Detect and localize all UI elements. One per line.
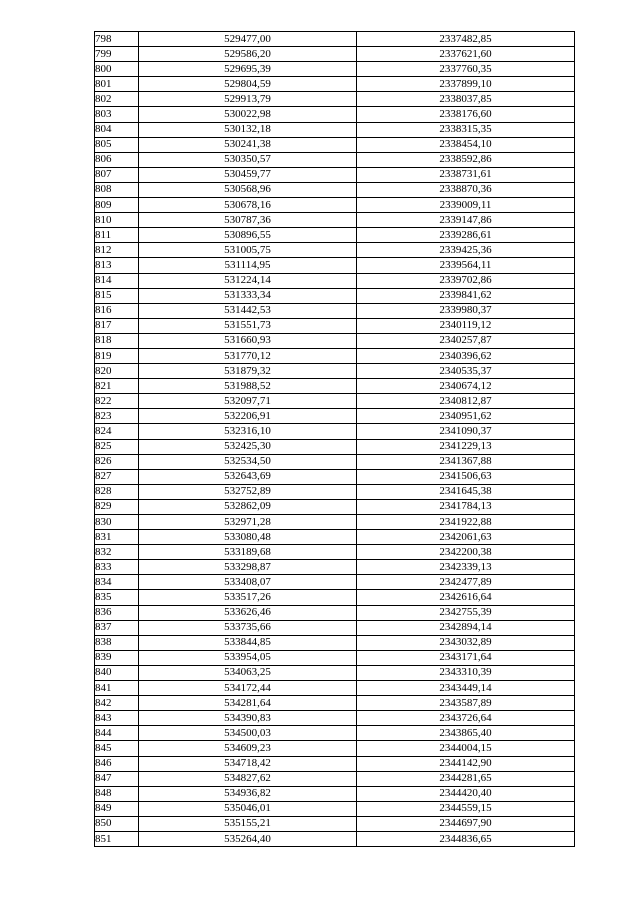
x-coordinate-cell: 530896,55 [139, 228, 357, 243]
point-number-cell: 849 [95, 801, 139, 816]
x-coordinate-cell: 533954,05 [139, 650, 357, 665]
table-row [95, 92, 575, 107]
y-coordinate-cell: 2341645,38 [357, 484, 575, 499]
x-coordinate-cell: 531442,53 [139, 303, 357, 318]
point-number-cell: 840 [95, 665, 139, 680]
y-coordinate-cell: 2343726,64 [357, 711, 575, 726]
y-coordinate-cell: 2344420,40 [357, 786, 575, 801]
y-coordinate-cell: 2341506,63 [357, 469, 575, 484]
x-coordinate-cell: 533844,85 [139, 635, 357, 650]
x-coordinate-cell: 531879,32 [139, 364, 357, 379]
point-number-cell: 806 [95, 152, 139, 167]
x-coordinate-cell: 530787,36 [139, 213, 357, 228]
point-number-cell: 814 [95, 273, 139, 288]
x-coordinate-cell: 531224,14 [139, 273, 357, 288]
table-row [95, 243, 575, 258]
x-coordinate-cell: 532971,28 [139, 515, 357, 530]
y-coordinate-cell: 2338315,35 [357, 122, 575, 137]
x-coordinate-cell: 533626,46 [139, 605, 357, 620]
x-coordinate-cell: 531114,95 [139, 258, 357, 273]
x-coordinate-cell: 531333,34 [139, 288, 357, 303]
x-coordinate-cell: 531988,52 [139, 379, 357, 394]
point-number-cell: 815 [95, 288, 139, 303]
y-coordinate-cell: 2342894,14 [357, 620, 575, 635]
point-number-cell: 834 [95, 575, 139, 590]
point-number-cell: 819 [95, 348, 139, 363]
x-coordinate-cell: 529586,20 [139, 47, 357, 62]
table-row [95, 137, 575, 152]
x-coordinate-cell: 534063,25 [139, 665, 357, 680]
y-coordinate-cell: 2338037,85 [357, 92, 575, 107]
point-number-cell: 802 [95, 92, 139, 107]
y-coordinate-cell: 2341090,37 [357, 424, 575, 439]
point-number-cell: 827 [95, 469, 139, 484]
y-coordinate-cell: 2338731,61 [357, 167, 575, 182]
x-coordinate-cell: 534718,42 [139, 756, 357, 771]
point-number-cell: 830 [95, 515, 139, 530]
table-row [95, 786, 575, 801]
point-number-cell: 841 [95, 681, 139, 696]
point-number-cell: 847 [95, 771, 139, 786]
point-number-cell: 829 [95, 499, 139, 514]
point-number-cell: 823 [95, 409, 139, 424]
table-row [95, 575, 575, 590]
table-row [95, 424, 575, 439]
x-coordinate-cell: 530678,16 [139, 198, 357, 213]
x-coordinate-cell: 532206,91 [139, 409, 357, 424]
x-coordinate-cell: 534609,23 [139, 741, 357, 756]
x-coordinate-cell: 533735,66 [139, 620, 357, 635]
point-number-cell: 801 [95, 77, 139, 92]
y-coordinate-cell: 2343032,89 [357, 635, 575, 650]
x-coordinate-cell: 532534,50 [139, 454, 357, 469]
x-coordinate-cell: 534500,03 [139, 726, 357, 741]
table-row [95, 484, 575, 499]
x-coordinate-cell: 534936,82 [139, 786, 357, 801]
y-coordinate-cell: 2340951,62 [357, 409, 575, 424]
table-row [95, 258, 575, 273]
y-coordinate-cell: 2338870,36 [357, 182, 575, 197]
point-number-cell: 828 [95, 484, 139, 499]
x-coordinate-cell: 535264,40 [139, 831, 357, 846]
table-row [95, 801, 575, 816]
y-coordinate-cell: 2339841,62 [357, 288, 575, 303]
table-row [95, 756, 575, 771]
coordinates-table [94, 31, 575, 847]
table-row [95, 560, 575, 575]
y-coordinate-cell: 2344142,90 [357, 756, 575, 771]
y-coordinate-cell: 2339009,11 [357, 198, 575, 213]
y-coordinate-cell: 2340396,62 [357, 348, 575, 363]
point-number-cell: 850 [95, 816, 139, 831]
y-coordinate-cell: 2344836,65 [357, 831, 575, 846]
point-number-cell: 838 [95, 635, 139, 650]
x-coordinate-cell: 531551,73 [139, 318, 357, 333]
x-coordinate-cell: 531660,93 [139, 333, 357, 348]
point-number-cell: 839 [95, 650, 139, 665]
point-number-cell: 799 [95, 47, 139, 62]
table-row [95, 726, 575, 741]
point-number-cell: 822 [95, 394, 139, 409]
y-coordinate-cell: 2339980,37 [357, 303, 575, 318]
y-coordinate-cell: 2339564,11 [357, 258, 575, 273]
x-coordinate-cell: 529913,79 [139, 92, 357, 107]
x-coordinate-cell: 529804,59 [139, 77, 357, 92]
point-number-cell: 848 [95, 786, 139, 801]
point-number-cell: 800 [95, 62, 139, 77]
point-number-cell: 817 [95, 318, 139, 333]
point-number-cell: 851 [95, 831, 139, 846]
x-coordinate-cell: 533408,07 [139, 575, 357, 590]
y-coordinate-cell: 2340812,87 [357, 394, 575, 409]
x-coordinate-cell: 532862,09 [139, 499, 357, 514]
table-row [95, 469, 575, 484]
table-row [95, 303, 575, 318]
x-coordinate-cell: 532643,69 [139, 469, 357, 484]
table-row [95, 122, 575, 137]
table-row [95, 711, 575, 726]
x-coordinate-cell: 530132,18 [139, 122, 357, 137]
y-coordinate-cell: 2344281,65 [357, 771, 575, 786]
point-number-cell: 826 [95, 454, 139, 469]
table-row [95, 213, 575, 228]
y-coordinate-cell: 2343587,89 [357, 696, 575, 711]
table-row [95, 696, 575, 711]
y-coordinate-cell: 2340119,12 [357, 318, 575, 333]
y-coordinate-cell: 2342616,64 [357, 590, 575, 605]
y-coordinate-cell: 2337621,60 [357, 47, 575, 62]
table-row [95, 816, 575, 831]
table-row [95, 198, 575, 213]
x-coordinate-cell: 534827,62 [139, 771, 357, 786]
y-coordinate-cell: 2341229,13 [357, 439, 575, 454]
point-number-cell: 824 [95, 424, 139, 439]
point-number-cell: 805 [95, 137, 139, 152]
y-coordinate-cell: 2337899,10 [357, 77, 575, 92]
x-coordinate-cell: 529695,39 [139, 62, 357, 77]
point-number-cell: 808 [95, 182, 139, 197]
point-number-cell: 820 [95, 364, 139, 379]
table-row [95, 530, 575, 545]
y-coordinate-cell: 2344004,15 [357, 741, 575, 756]
table-row [95, 439, 575, 454]
y-coordinate-cell: 2343449,14 [357, 681, 575, 696]
table-row [95, 409, 575, 424]
table-row [95, 620, 575, 635]
point-number-cell: 821 [95, 379, 139, 394]
y-coordinate-cell: 2339286,61 [357, 228, 575, 243]
table-row [95, 394, 575, 409]
table-row [95, 454, 575, 469]
point-number-cell: 833 [95, 560, 139, 575]
x-coordinate-cell: 534172,44 [139, 681, 357, 696]
y-coordinate-cell: 2341367,88 [357, 454, 575, 469]
point-number-cell: 846 [95, 756, 139, 771]
table-row [95, 379, 575, 394]
point-number-cell: 807 [95, 167, 139, 182]
x-coordinate-cell: 532316,10 [139, 424, 357, 439]
point-number-cell: 812 [95, 243, 139, 258]
x-coordinate-cell: 532097,71 [139, 394, 357, 409]
y-coordinate-cell: 2343865,40 [357, 726, 575, 741]
y-coordinate-cell: 2342755,39 [357, 605, 575, 620]
point-number-cell: 837 [95, 620, 139, 635]
point-number-cell: 813 [95, 258, 139, 273]
table-row [95, 288, 575, 303]
table-row [95, 107, 575, 122]
x-coordinate-cell: 530459,77 [139, 167, 357, 182]
x-coordinate-cell: 532752,89 [139, 484, 357, 499]
table-row [95, 167, 575, 182]
point-number-cell: 844 [95, 726, 139, 741]
y-coordinate-cell: 2337482,85 [357, 32, 575, 47]
table-row [95, 348, 575, 363]
table-row [95, 364, 575, 379]
point-number-cell: 845 [95, 741, 139, 756]
y-coordinate-cell: 2340535,37 [357, 364, 575, 379]
point-number-cell: 810 [95, 213, 139, 228]
x-coordinate-cell: 535155,21 [139, 816, 357, 831]
point-number-cell: 832 [95, 545, 139, 560]
y-coordinate-cell: 2338454,10 [357, 137, 575, 152]
y-coordinate-cell: 2341784,13 [357, 499, 575, 514]
table-row [95, 650, 575, 665]
x-coordinate-cell: 534390,83 [139, 711, 357, 726]
y-coordinate-cell: 2344697,90 [357, 816, 575, 831]
y-coordinate-cell: 2342061,63 [357, 530, 575, 545]
table-row [95, 47, 575, 62]
point-number-cell: 798 [95, 32, 139, 47]
y-coordinate-cell: 2337760,35 [357, 62, 575, 77]
table-row [95, 515, 575, 530]
table-row [95, 182, 575, 197]
y-coordinate-cell: 2339702,86 [357, 273, 575, 288]
y-coordinate-cell: 2338176,60 [357, 107, 575, 122]
point-number-cell: 818 [95, 333, 139, 348]
table-row [95, 605, 575, 620]
y-coordinate-cell: 2342477,89 [357, 575, 575, 590]
table-row [95, 499, 575, 514]
x-coordinate-cell: 534281,64 [139, 696, 357, 711]
y-coordinate-cell: 2342200,38 [357, 545, 575, 560]
y-coordinate-cell: 2342339,13 [357, 560, 575, 575]
x-coordinate-cell: 533080,48 [139, 530, 357, 545]
y-coordinate-cell: 2340674,12 [357, 379, 575, 394]
y-coordinate-cell: 2343171,64 [357, 650, 575, 665]
table-row [95, 152, 575, 167]
point-number-cell: 803 [95, 107, 139, 122]
table-row [95, 77, 575, 92]
point-number-cell: 816 [95, 303, 139, 318]
x-coordinate-cell: 533517,26 [139, 590, 357, 605]
table-row [95, 545, 575, 560]
y-coordinate-cell: 2343310,39 [357, 665, 575, 680]
table-row [95, 590, 575, 605]
y-coordinate-cell: 2344559,15 [357, 801, 575, 816]
y-coordinate-cell: 2338592,86 [357, 152, 575, 167]
point-number-cell: 809 [95, 198, 139, 213]
point-number-cell: 836 [95, 605, 139, 620]
table-row [95, 681, 575, 696]
point-number-cell: 811 [95, 228, 139, 243]
point-number-cell: 804 [95, 122, 139, 137]
point-number-cell: 842 [95, 696, 139, 711]
x-coordinate-cell: 530568,96 [139, 182, 357, 197]
point-number-cell: 825 [95, 439, 139, 454]
table-row [95, 228, 575, 243]
y-coordinate-cell: 2339425,36 [357, 243, 575, 258]
table-row [95, 318, 575, 333]
x-coordinate-cell: 532425,30 [139, 439, 357, 454]
x-coordinate-cell: 530022,98 [139, 107, 357, 122]
point-number-cell: 835 [95, 590, 139, 605]
x-coordinate-cell: 529477,00 [139, 32, 357, 47]
table-row [95, 333, 575, 348]
y-coordinate-cell: 2340257,87 [357, 333, 575, 348]
y-coordinate-cell: 2341922,88 [357, 515, 575, 530]
table-row [95, 635, 575, 650]
x-coordinate-cell: 530350,57 [139, 152, 357, 167]
x-coordinate-cell: 533189,68 [139, 545, 357, 560]
table-row [95, 831, 575, 846]
point-number-cell: 831 [95, 530, 139, 545]
coordinates-table-body [95, 32, 575, 847]
table-row [95, 273, 575, 288]
x-coordinate-cell: 535046,01 [139, 801, 357, 816]
table-row [95, 32, 575, 47]
x-coordinate-cell: 531005,75 [139, 243, 357, 258]
point-number-cell: 843 [95, 711, 139, 726]
table-row [95, 771, 575, 786]
table-row [95, 741, 575, 756]
y-coordinate-cell: 2339147,86 [357, 213, 575, 228]
table-row [95, 665, 575, 680]
x-coordinate-cell: 533298,87 [139, 560, 357, 575]
x-coordinate-cell: 531770,12 [139, 348, 357, 363]
x-coordinate-cell: 530241,38 [139, 137, 357, 152]
table-row [95, 62, 575, 77]
